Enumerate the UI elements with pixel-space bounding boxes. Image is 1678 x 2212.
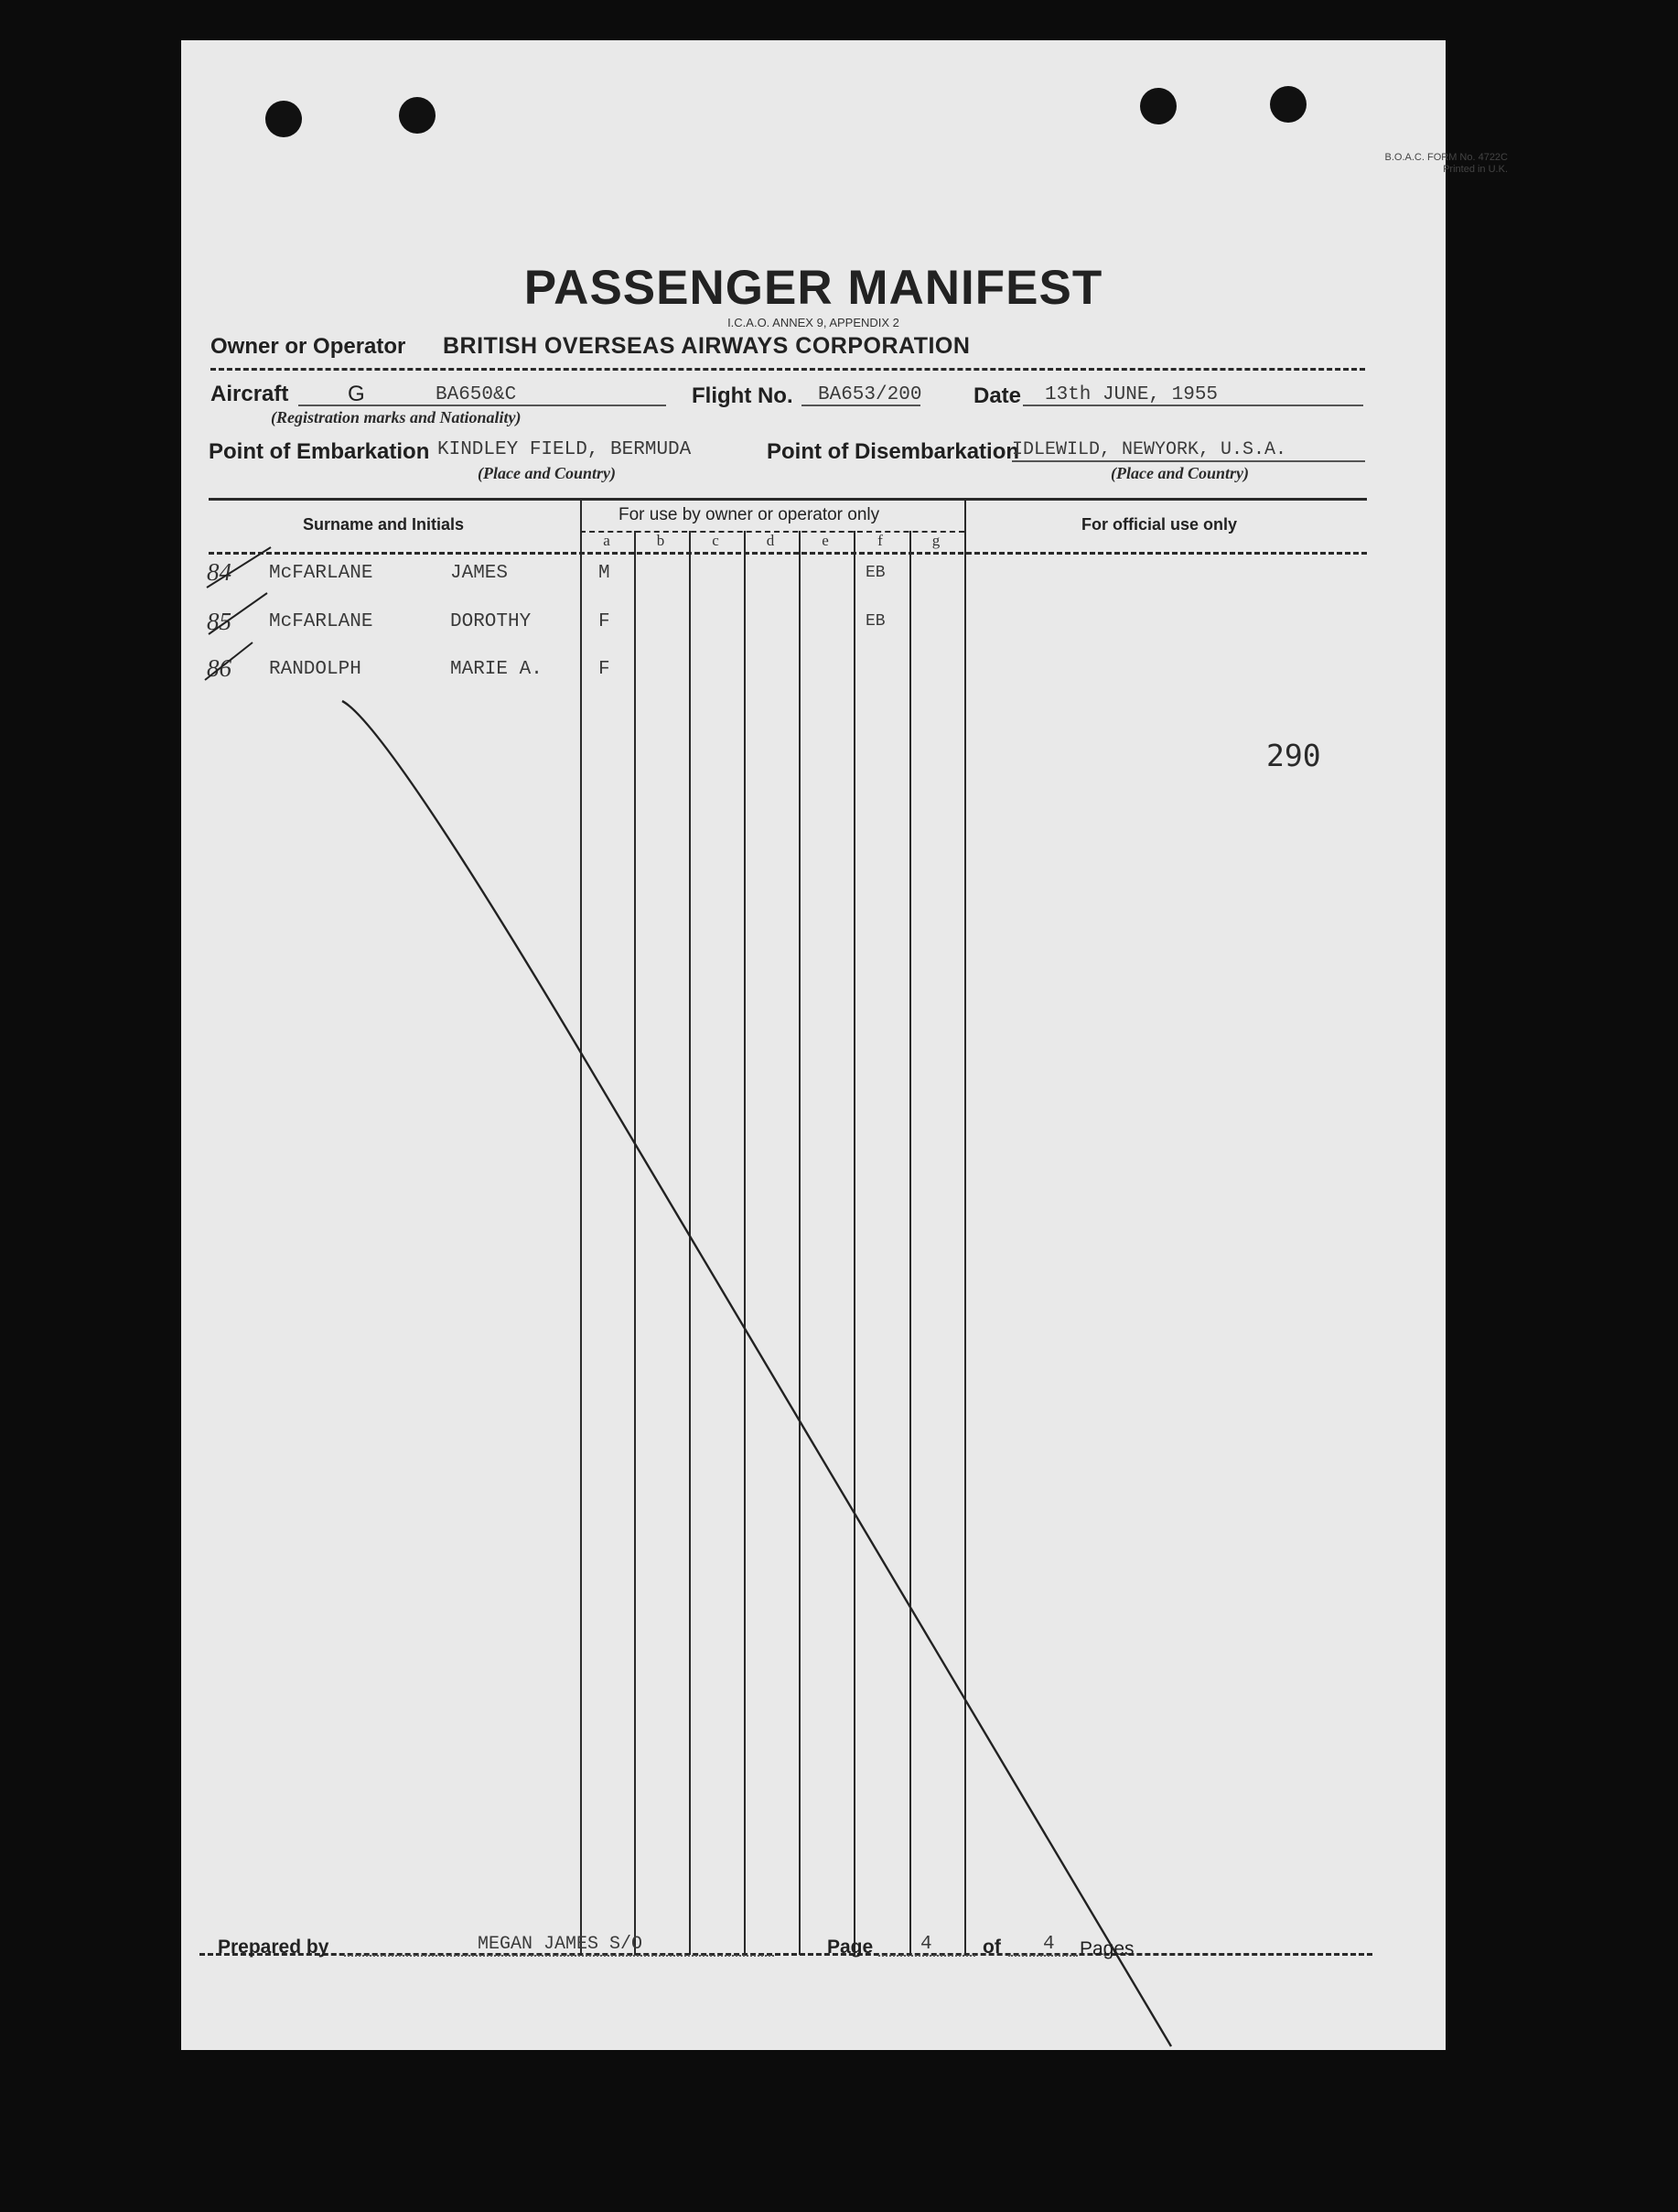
column-b-label: b xyxy=(656,532,665,549)
date-label: Date xyxy=(973,383,1022,408)
aircraft-value: BA650&C xyxy=(436,384,517,405)
of-label: of xyxy=(983,1937,1001,1958)
flight-value: BA653/200 xyxy=(818,384,922,405)
official-stamp-number: 290 xyxy=(1266,738,1321,773)
check-mark xyxy=(205,642,253,680)
check-mark xyxy=(209,593,267,634)
disembarkation-value: IDLEWILD, NEWYORK, U.S.A. xyxy=(1012,439,1287,460)
column-a-cell: M xyxy=(598,563,610,584)
column-c-label: c xyxy=(712,532,719,549)
column-f-label: f xyxy=(877,532,883,549)
owner-value: BRITISH OVERSEAS AIRWAYS CORPORATION xyxy=(443,333,971,359)
check-mark xyxy=(207,547,271,588)
date-value: 13th JUNE, 1955 xyxy=(1045,384,1219,405)
embarkation-value: KINDLEY FIELD, BERMUDA xyxy=(437,439,692,460)
surname-header: Surname and Initials xyxy=(303,515,465,534)
surname-cell: RANDOLPH xyxy=(269,659,361,680)
given-name-cell: DOROTHY xyxy=(450,611,532,632)
aircraft-note: (Registration marks and Nationality) xyxy=(271,408,522,426)
page-value: 4 xyxy=(920,1934,932,1955)
column-e-label: e xyxy=(822,532,829,549)
given-name-cell: JAMES xyxy=(450,563,509,584)
page-label: Page xyxy=(827,1937,874,1958)
row-number: 85 xyxy=(207,608,231,635)
column-d-label: d xyxy=(766,532,775,549)
given-name-cell: MARIE A. xyxy=(450,659,543,680)
page-subtitle: I.C.A.O. ANNEX 9, APPENDIX 2 xyxy=(727,316,899,329)
surname-cell: McFARLANE xyxy=(269,611,373,632)
aircraft-prefix: G xyxy=(348,382,365,406)
cancel-line xyxy=(342,701,1171,2046)
column-g-label: g xyxy=(931,532,941,549)
surname-cell: McFARLANE xyxy=(269,563,373,584)
printed-note: Printed in U.K. xyxy=(1443,164,1508,175)
row-number: 84 xyxy=(207,558,231,586)
owner-label: Owner or Operator xyxy=(210,334,406,359)
of-value: 4 xyxy=(1043,1934,1055,1955)
page-title: PASSENGER MANIFEST xyxy=(523,261,1103,315)
column-a-cell: F xyxy=(598,611,610,632)
embarkation-note: (Place and Country) xyxy=(478,464,616,482)
disembarkation-label: Point of Disembarkation xyxy=(767,439,1020,464)
column-a-label: a xyxy=(603,532,610,549)
flight-label: Flight No. xyxy=(692,383,793,408)
prepared-by-label: Prepared by xyxy=(218,1937,329,1958)
column-f-cell: EB xyxy=(866,612,886,631)
operator-header: For use by owner or operator only xyxy=(618,505,880,524)
disembarkation-note: (Place and Country) xyxy=(1111,464,1249,482)
pages-label: Pages xyxy=(1080,1938,1135,1959)
prepared-by-value: MEGAN JAMES S/O xyxy=(478,1934,643,1955)
column-f-cell: EB xyxy=(866,564,886,582)
aircraft-label: Aircraft xyxy=(210,382,289,406)
embarkation-label: Point of Embarkation xyxy=(209,439,430,464)
column-a-cell: F xyxy=(598,659,610,680)
row-number: 86 xyxy=(207,654,231,682)
form-number: B.O.A.C. FORM No. 4722C xyxy=(1384,152,1508,163)
official-header: For official use only xyxy=(1081,515,1238,534)
